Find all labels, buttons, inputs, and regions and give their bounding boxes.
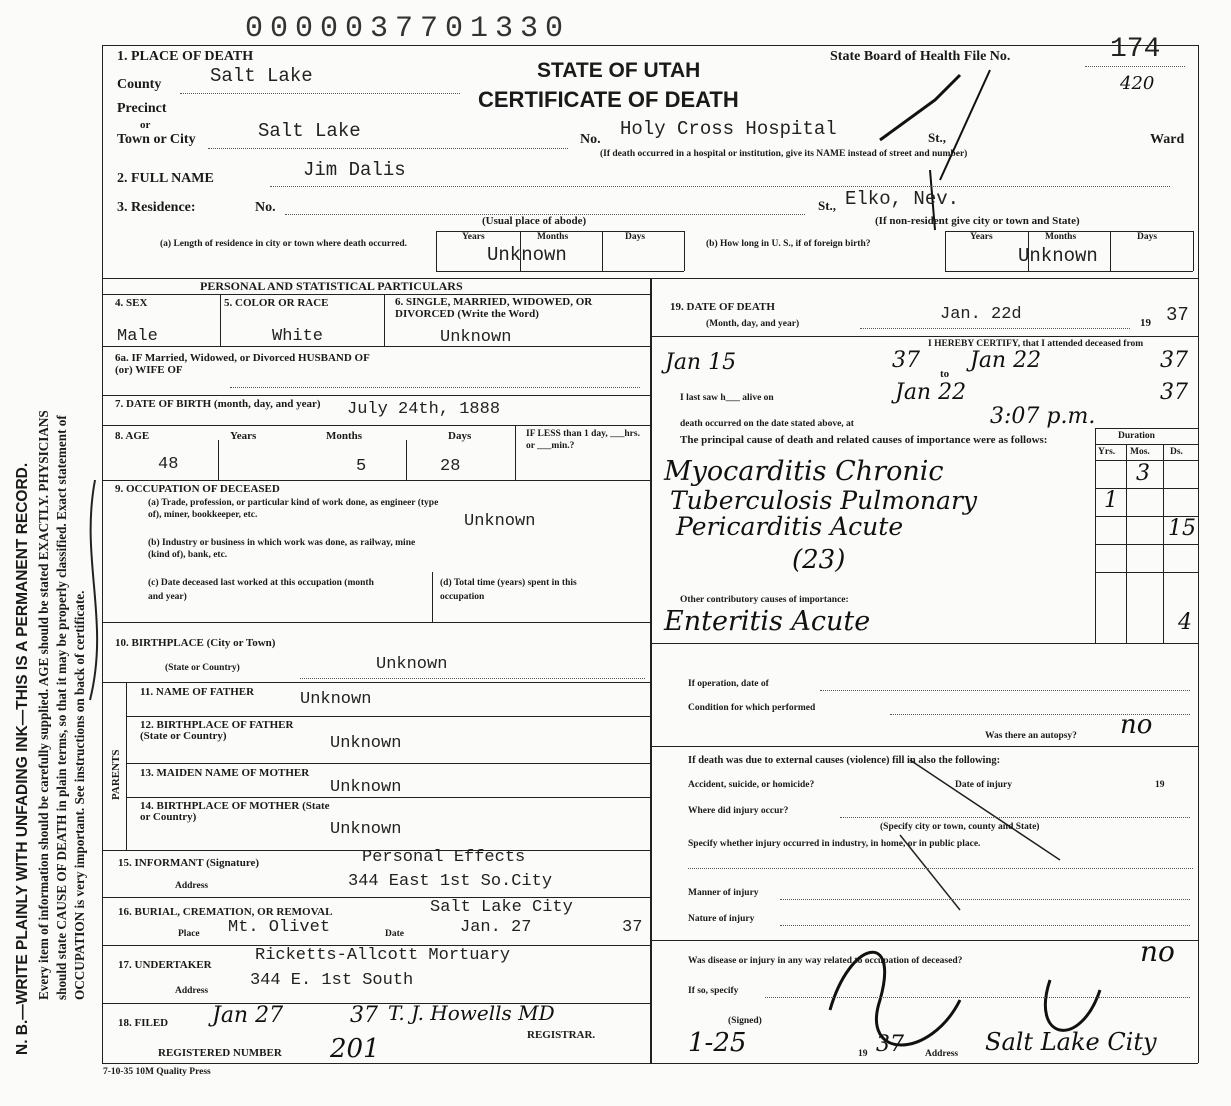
filed-year: 37 [350,1003,378,1028]
us-years-head: Years [970,232,993,242]
to-label: to [940,368,950,380]
us-months-head: Months [1045,232,1077,242]
side-note-3: should state CAUSE OF DEATH in plain terms, so that it may be properly classified. Exact statement of [54,415,69,1000]
dod-sub: (Month, day, and year) [706,319,800,329]
color-label: 5. COLOR OR RACE [224,297,329,309]
burial-place-label: Place [178,929,200,939]
age-years-label: Years [230,430,257,442]
town-label: Town or City [117,132,196,147]
undertaker-label: 17. UNDERTAKER [118,959,212,971]
file-no: 174 [1110,34,1161,65]
occ-a-label: (a) Trade, profession, or particular kind of work done, as engineer (type of), miner, bookkeeper, etc. [148,498,439,520]
mother-bp-value: Unknown [330,820,402,839]
father-bp-label: 12. BIRTHPLACE OF FATHER (State or Country) [140,719,294,742]
duration-label: Duration [1118,431,1155,441]
parents-label: PARENTS [110,749,122,800]
footer-press: 7-10-35 10M Quality Press [103,1067,211,1077]
length-label: (a) Length of residence in city or town where death occurred. [160,239,408,249]
related-label: Was disease or injury in any way related to occupation of deceased? [688,956,963,966]
informant-address: 344 East 1st So.City [348,872,553,891]
informant-address-label: Address [175,881,209,891]
dod-label: 19. DATE OF DEATH [670,301,775,313]
where-note: (Specify city or town, county and State) [880,822,1040,832]
nature-label: Nature of injury [688,914,755,924]
no-label: No. [580,132,601,147]
us-days-head: Days [1137,232,1158,242]
autopsy-label: Was there an autopsy? [985,731,1077,741]
certificate-title: CERTIFICATE OF DEATH [478,87,739,112]
personal-heading: PERSONAL AND STATISTICAL PARTICULARS [200,279,463,293]
ward-label: Ward [1150,132,1185,147]
signed-label: (Signed) [728,1016,762,1026]
sex-value: Male [117,327,158,346]
where-label: Where did injury occur? [688,806,789,816]
age-months-label: Months [326,430,363,442]
condition-label: Condition for which performed [688,703,816,713]
or-label: or [140,119,151,131]
ifso-label: If so, specify [688,986,739,996]
registered-number: 201 [330,1034,380,1064]
accident-label: Accident, suicide, or homicide? [688,780,815,790]
county-label: County [117,77,162,92]
age-days-label: Days [448,430,472,442]
cause-label: The principal cause of death and related causes of importance were as follows: [680,434,1048,446]
burial-date: Jan. 27 [460,918,532,937]
marital-value: Unknown [440,328,512,347]
registrar-label: REGISTRAR. [527,1029,596,1041]
birthplace-value: Unknown [376,655,448,674]
filed-label: 18. FILED [118,1017,169,1029]
us-label: (b) How long in U. S., if of foreign birth? [706,239,871,249]
dur-mos-head: Mos. [1130,447,1150,457]
manner-label: Manner of injury [688,888,759,898]
len-days-head: Days [625,232,646,242]
burial-place: Mt. Olivet [228,918,331,937]
dod-year-prefix: 19 [1140,317,1151,329]
attended-from: Jan 15 [665,350,737,375]
father-label: 11. NAME OF FATHER [140,686,255,698]
informant-label: 15. INFORMANT (Signature) [118,857,260,869]
less-label: IF LESS than 1 day, ___hrs. or ___min.? [526,429,640,451]
father-value: Unknown [300,690,372,709]
st-label: St., [928,130,947,145]
occ-b-label: (b) Industry or business in which work was done, as railway, mine (kind of), bank, etc. [148,538,416,560]
other-ds: 4 [1178,610,1192,635]
name-label: 2. FULL NAME [117,171,214,186]
undertaker-address: 344 E. 1st South [250,971,414,990]
undertaker-address-label: Address [175,986,209,996]
hospital-value: Holy Cross Hospital [620,118,837,140]
signed-year-prefix: 19 [858,1049,868,1059]
len-years-head: Years [462,232,485,242]
cause-3-ds: 15 [1168,516,1196,541]
usual-note: (Usual place of abode) [482,215,587,227]
marital-label: 6. SINGLE, MARRIED, WIDOWED, OR DIVORCED (Write the Word) [395,296,593,320]
other-cause: Enteritis Acute [664,606,871,637]
registrar-signature: T. J. Howells MD [388,1001,555,1025]
related-value: no [1140,935,1175,968]
last-saw-year: 37 [1160,380,1188,405]
sex-label: 4. SEX [115,297,148,309]
undertaker-value: Ricketts-Allcott Mortuary [255,946,511,965]
precinct-label: Precinct [117,101,167,116]
age-months: 5 [356,457,367,476]
certify-label: I HEREBY CERTIFY, that I attended deceased from [928,339,1144,349]
cause-2: Tuberculosis Pulmonary [670,486,978,515]
birthplace-state-label: (State or Country) [165,663,240,673]
town-value: Salt Lake [258,120,361,142]
registered-label: REGISTERED NUMBER [158,1047,282,1059]
residence-value: Elko, Nev. [845,188,960,210]
cause-1: Myocarditis Chronic [664,456,944,487]
last-saw: Jan 22 [895,380,967,405]
informant-value: Personal Effects [362,848,526,867]
external-label: If death was due to external causes (violence) fill in also the following: [688,755,1001,766]
length-value: Unknown [487,244,567,266]
age-years: 48 [158,455,179,474]
len-months-head: Months [537,232,569,242]
residence-label: 3. Residence: [117,200,196,215]
occupation-label: 9. OCCUPATION OF DECEASED [115,483,280,495]
injury-date-label: Date of injury [955,780,1012,790]
occ-d-label: (d) Total time (years) spent in this occupation [440,578,577,602]
signed-address: Salt Lake City [985,1028,1157,1056]
cause-2-yrs: 1 [1104,488,1118,513]
mother-bp-label: 14. BIRTHPLACE OF MOTHER (State or Country) [140,800,330,823]
birthplace-label: 10. BIRTHPLACE (City or Town) [115,637,276,649]
name-value: Jim Dalis [303,159,406,181]
nonres-note: (If non-resident give city or town and State) [875,215,1080,227]
mother-value: Unknown [330,778,402,797]
residence-st-label: St., [818,198,837,213]
occ-c-label: (c) Date deceased last worked at this occupation (month and year) [148,578,374,602]
occ-value: Unknown [464,512,536,531]
dod-value: Jan. 22d [940,305,1022,324]
signed-year: 37 [876,1032,904,1057]
color-value: White [272,327,324,346]
file-no-label: State Board of Health File No. [830,49,1011,64]
side-note-1: N. B.—WRITE PLAINLY WITH UNFADING INK—THIS IS A PERMANENT RECORD. [14,462,31,1055]
side-note-4: OCCUPATION is very important. See instructions on back of certificate. [72,590,87,1000]
file-sub: 420 [1120,73,1155,94]
other-label: Other contributory causes of importance: [680,595,849,605]
operation-label: If operation, date of [688,679,769,689]
serial-number: 0000037701330 [245,12,571,46]
signed-date: 1-25 [688,1028,747,1058]
cause-1-mos: 3 [1136,461,1150,486]
last-saw-label: I last saw h___ alive on [680,393,774,403]
attended-to-year: 37 [1160,348,1188,373]
dob-label: 7. DATE OF BIRTH (month, day, and year) [115,398,321,410]
residence-no-label: No. [255,200,276,215]
burial-date-label: Date [385,929,404,939]
signed-address-label: Address [925,1049,959,1059]
hospital-note: (If death occurred in a hospital or institution, give its NAME instead of street and number) [600,149,968,159]
dod-year: 37 [1166,304,1189,326]
burial-year: 37 [622,918,643,937]
spouse-label: 6a. IF Married, Widowed, or Divorced HUSBAND OF (or) WIFE OF [115,352,370,376]
cause-3: Pericarditis Acute [676,512,904,541]
dur-ds-head: Ds. [1170,447,1183,457]
specify-label: Specify whether injury occurred in industry, in home, or in public place. [688,839,981,849]
cause-code: (23) [792,545,846,575]
age-label: 8. AGE [115,430,150,442]
dob-value: July 24th, 1888 [347,400,501,419]
dur-yrs-head: Yrs. [1098,447,1116,457]
burial-value: Salt Lake City [430,898,573,917]
death-time: 3:07 p.m. [990,404,1096,429]
autopsy-value: no [1120,710,1153,740]
age-days: 28 [440,457,461,476]
state-title: STATE OF UTAH [537,59,701,82]
county-value: Salt Lake [210,65,313,87]
place-heading: 1. PLACE OF DEATH [117,49,254,64]
occurred-label: death occurred on the date stated above, at [680,419,854,429]
attended-to: Jan 22 [970,348,1042,373]
father-bp-value: Unknown [330,734,402,753]
us-value: Unknown [1018,245,1098,267]
attended-from-year: 37 [892,348,920,373]
filed-value: Jan 27 [212,1003,284,1028]
injury-year-prefix: 19 [1155,780,1165,790]
mother-label: 13. MAIDEN NAME OF MOTHER [140,767,310,779]
side-note-2: Every item of information should be carefully supplied. AGE should be stated EXACTLY. PHYSICIANS [36,410,51,1000]
burial-label: 16. BURIAL, CREMATION, OR REMOVAL [118,906,333,918]
